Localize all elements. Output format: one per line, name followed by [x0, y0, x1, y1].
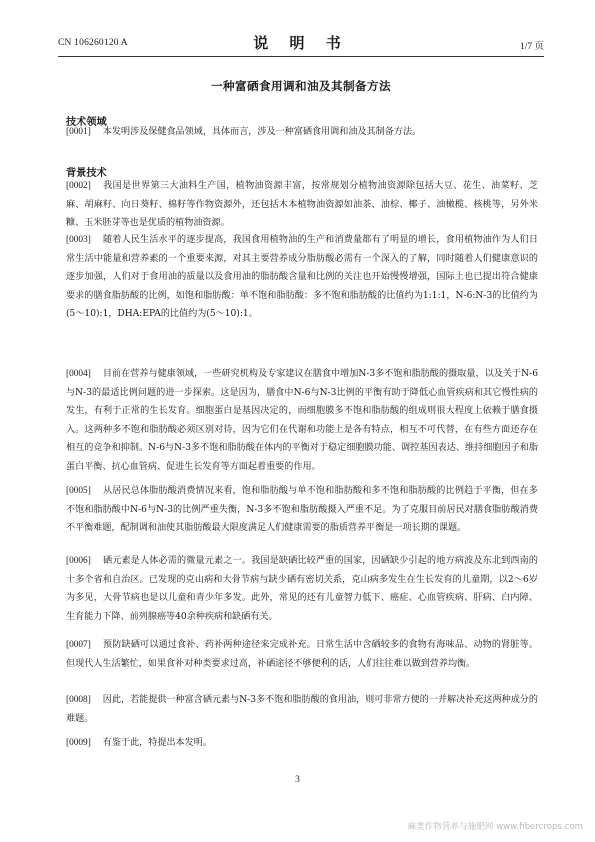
paragraph-0001 [66, 123, 538, 142]
paragraph-text: 有鉴于此，特提出本发明。 [102, 738, 212, 748]
paragraph-0006 [66, 552, 538, 626]
paragraph-text: 我国是世界第三大油料生产国，植物油资源丰富，按常规划分植物油资源除包括大豆、花生、油菜籽、芝麻、胡麻籽、向日葵籽、棉籽等作物资源外，还包括木本植物油资源如油茶、油棕、椰子、油橄榄、核桃等，另外米糠、玉米胚芽等也是优质的植物油资源。 [66, 181, 538, 229]
page-count: 1/7 页 [519, 42, 544, 52]
paragraph-text: 本发明涉及保健食品领域，具体而言，涉及一种富硒食用调和油及其制备方法。 [102, 127, 422, 137]
publication-number: CN 106260120 A [58, 38, 128, 48]
paragraph-text: 随着人民生活水平的逐步提高，我国食用植物油的生产和消费量都有了明显的增长，食用植物油作为人们日常生活中能量和营养素的一个重要来源，对其主要营养成分脂肪酸必需有一个深入的了解，同时随着人们健康意识的逐步加强，人们对于食用油的质量以及食用油的脂肪酸含量和比例的关注也开始慢慢增强，国际上也已提出符合健康要求的膳食脂肪酸的比例，如饱和脂肪酸：单不饱和脂肪酸：多不饱和脂肪酸的比值约为1:1:1，N-6:N-3的比值约为(5～10):1，DHA:EPA的比值约为(5～10):1。 [66, 235, 538, 320]
paragraph-number: [0005] [66, 486, 91, 496]
paragraph-number: [0009] [66, 738, 91, 748]
header-divider [58, 56, 544, 57]
paragraph-0003 [66, 231, 538, 324]
document-type: 说 明 书 [253, 34, 349, 52]
paragraph-number: [0007] [66, 640, 91, 650]
paragraph-0008 [66, 691, 538, 728]
paragraph-number: [0008] [66, 695, 91, 705]
page-number: 3 [295, 775, 300, 785]
paragraph-text: 因此，若能提供一种富含硒元素与N-3多不饱和脂肪酸的食用油，则可非常方便的一并解决补充这两种成分的难题。 [66, 695, 538, 724]
paragraph-0007 [66, 636, 538, 673]
paragraph-0002 [66, 177, 538, 233]
section-heading-tech-field: 技术领域 [66, 117, 107, 128]
paragraph-text: 目前在营养与健康领域，一些研究机构及专家建议在膳食中增加N-3多不饱和脂肪酸的摄取量，以及关于N-6与N-3的最适比例问题的进一步探索。这是因为，膳食中N-6与N-3比例的平衡有助于降低心血管疾病和其它慢性病的发生，有利于正常的生长发育。细胞蛋白是基因决定的，而细胞膜多不饱和脂肪酸的组成则很大程度上依赖于膳食摄入。这两种多不饱和脂肪酸必须区别对待，因为它们在代谢和功能上是各有特点，相互不可代替，在有些方面还存在相互的竞争和抑制。N-6与N-3多不饱和脂肪酸在体内的平衡对于稳定细胞膜功能、调控基因表达、维持细胞因子和脂蛋白平衡、抗心血管病、促进生长发育等方面起着重要的作用。 [66, 369, 538, 472]
site-watermark: 麻类作物营养与施肥网 www.fibercrops.com [407, 822, 583, 832]
paragraph-0009 [66, 734, 538, 753]
paragraph-number: [0003] [66, 235, 91, 245]
paragraph-number: [0002] [66, 181, 91, 191]
paragraph-0004 [66, 365, 538, 477]
paragraph-number: [0004] [66, 369, 91, 379]
paragraph-text: 预防缺硒可以通过食补、药补两种途径来完成补充。日常生活中含硒较多的食物有海味品、动物的肾脏等。但现代人生活繁忙，如果食补对种类要求过高，补硒途径不够便利的话，人们往往难以做到营养均衡。 [66, 640, 538, 669]
paragraph-text: 从居民总体脂肪酸消费情况来看，饱和脂肪酸与单不饱和脂肪酸和多不饱和脂肪酸的比例趋于平衡，但在多不饱和脂肪酸中N-6与N-3的比例严重失衡，N-3多不饱和脂肪酸摄入严重不足。为了克服目前居民对膳食脂肪酸消费不平衡难题，配制调和油使其脂肪酸最大限度满足人们健康需要的脂质营养平衡是一项长期的课题。 [66, 486, 538, 534]
page-header [58, 32, 544, 54]
paragraph-number: [0001] [66, 127, 91, 137]
paragraph-number: [0006] [66, 556, 91, 566]
section-heading-background: 背景技术 [66, 168, 107, 179]
paragraph-0005 [66, 482, 538, 538]
document-title: 一种富硒食用调和油及其制备方法 [211, 79, 391, 93]
paragraph-text: 硒元素是人体必需的微量元素之一。我国是缺硒比较严重的国家，因硒缺少引起的地方病波及东北到西南的十多个省和自治区。已发现的克山病和大骨节病与缺少硒有密切关系，克山病多发生在生长发育的儿童期，以2～6岁为多见，大骨节病也是以儿童和青少年多发。此外，常见的还有儿童智力低下、癌症、心血管疾病、肝病、白内障、生育能力下降、前列腺癌等40余种疾病和缺硒有关。 [66, 556, 538, 622]
